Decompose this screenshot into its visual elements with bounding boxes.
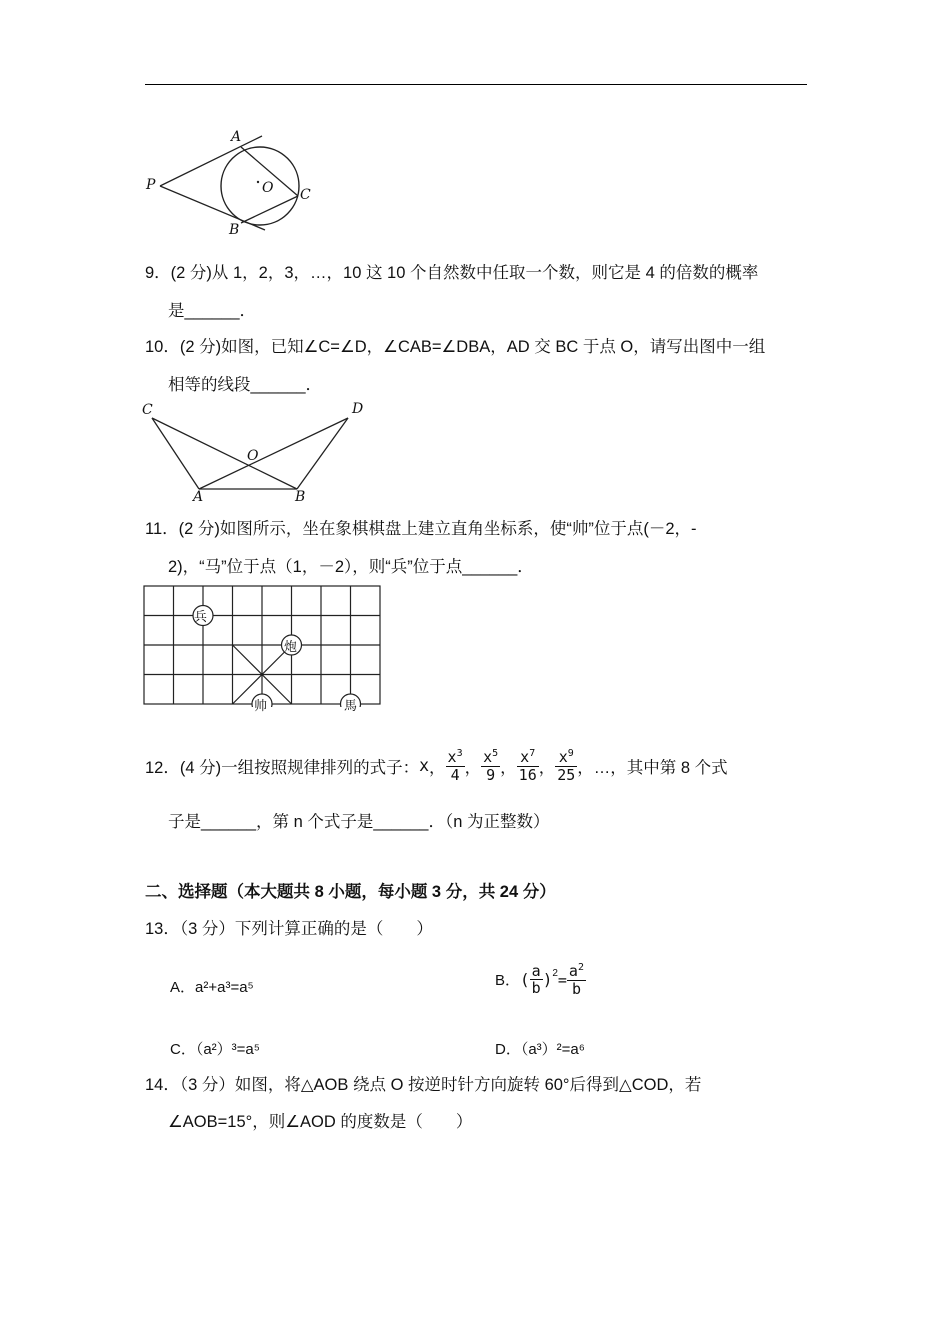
q9-line1: 9．(2 分)从 1，2，3，…，10 这 10 个自然数中任取一个数，则它是 4 的倍数的概率 — [145, 264, 759, 282]
q9-line2: 是______． — [168, 302, 257, 320]
piece-shuai: 帅 — [254, 698, 268, 713]
q12-term-3: $\frac{x^7}{16}$ — [518, 748, 537, 784]
q12-prefix: 12．(4 分)一组按照规律排列的式子： — [145, 758, 420, 777]
label-o2: O — [247, 448, 259, 464]
chord-bc — [241, 196, 298, 223]
q11-line1: 11．(2 分)如图所示，坐在象棋棋盘上建立直角坐标系，使“帅”位于点(－2，- — [145, 520, 697, 538]
piece-bing: 兵 — [194, 609, 208, 624]
label-d2: D — [352, 401, 364, 417]
piece-pao: 炮 — [284, 639, 298, 654]
label-o: O — [262, 180, 274, 196]
label-b2: B — [295, 489, 306, 505]
tangent-pa — [160, 136, 262, 186]
q13-option-b: B． ( $\frac{a}{b}$ ) $^2$ = $\frac{a^2}{b}$ — [495, 961, 584, 998]
q11-line2: 2)，“马”位于点（1，－2），则“兵”位于点______． — [168, 558, 534, 576]
q13-stem: 13．（3 分）下列计算正确的是（ ） — [145, 920, 433, 938]
q12-term-2: $\frac{x^5}{9}$ — [483, 748, 499, 784]
header-rule — [145, 84, 807, 85]
segment-ca — [152, 418, 199, 489]
q12-suffix: ，…，其中第 8 个式 — [577, 758, 728, 777]
q10-line2: 相等的线段______． — [168, 376, 323, 394]
q13-option-c: C．（a²）³=a⁵ — [170, 1041, 260, 1058]
label-c2: C — [142, 402, 153, 418]
q10-line1: 10．(2 分)如图，已知∠C=∠D，∠CAB=∠DBA，AD 交 BC 于点 O，请写出图中一组 — [145, 338, 766, 356]
label-a2: A — [193, 489, 204, 505]
chessboard-figure — [143, 585, 383, 707]
q14-line2: ∠AOB=15°，则∠AOD 的度数是（ ） — [168, 1113, 473, 1131]
q12-sep: ， — [429, 758, 446, 777]
q14-line1: 14．（3 分）如图，将△AOB 绕点 O 按逆时针方向旋转 60°后得到△COD，若 — [145, 1076, 702, 1094]
q13-option-a: A．a²+a³=a⁵ — [170, 979, 254, 996]
piece-ma: 馬 — [344, 698, 358, 713]
label-b: B — [229, 222, 240, 238]
segment-da — [199, 418, 348, 489]
tangent-pb — [160, 186, 265, 230]
label-p: P — [146, 177, 156, 193]
q12-line2: 子是______，第 n 个式子是______．（n 为正整数） — [168, 813, 550, 831]
q12-term-4: $\frac{x^9}{25}$ — [557, 748, 576, 784]
segment-db — [297, 418, 348, 489]
center-dot — [257, 181, 259, 183]
q13-option-d: D．（a³）²=a⁶ — [495, 1041, 585, 1058]
q12-first-term: x — [419, 756, 430, 775]
label-c: C — [300, 187, 311, 203]
label-a: A — [231, 129, 242, 145]
q12-term-1: $\frac{x^3}{4}$ — [447, 748, 463, 784]
segment-cb — [152, 418, 297, 489]
q12-line1: 12．(4 分)一组按照规律排列的式子： x ， $\frac{x^3}{4}$ ， $\frac{x^5}{9}$ ， $\frac{x^7}{16}$ ， $\frac{x^9}{25}$ ，…，其中第 8 个式 — [145, 748, 728, 784]
section-2-title: 二、选择题（本大题共 8 小题，每小题 3 分，共 24 分） — [145, 883, 556, 901]
